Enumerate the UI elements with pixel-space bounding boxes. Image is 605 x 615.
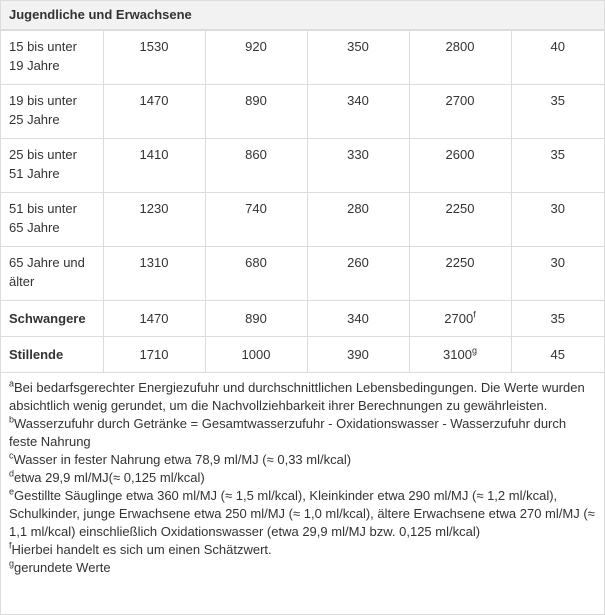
row-label: 65 Jahre und älter: [1, 247, 103, 301]
table-row: [1, 193, 604, 247]
footnotes: [1, 373, 604, 577]
table-cell: 330: [307, 139, 409, 193]
cell-value: 3100: [443, 347, 472, 362]
row-label: 15 bis unter 19 Jahre: [1, 31, 103, 85]
footnote-mark: e: [9, 486, 15, 497]
table-row: [1, 31, 604, 85]
footnote-mark: c: [9, 450, 14, 461]
table-cell: [409, 337, 511, 373]
table-row: [1, 337, 604, 373]
footnote-mark: b: [9, 414, 15, 425]
footnote-mark: f: [9, 540, 12, 551]
footnote: [9, 487, 596, 541]
footnote: [9, 541, 596, 559]
row-label: 19 bis unter 25 Jahre: [1, 85, 103, 139]
footnote-text: Wasserzufuhr durch Getränke = Gesamtwasserzufuhr - Oxidationswasser - Wasserzufuhr durch feste Nahrung: [9, 416, 567, 449]
footnote: [9, 559, 596, 577]
cell-value: 2800: [445, 39, 475, 54]
footnote-mark: f: [473, 309, 476, 320]
footnote-text: Hierbei handelt es sich um einen Schätzwert.: [11, 542, 272, 557]
row-label: 25 bis unter 51 Jahre: [1, 139, 103, 193]
table-row: [1, 247, 604, 301]
table-cell: [409, 85, 511, 139]
table-cell: 35: [511, 85, 604, 139]
table-cell: [409, 139, 511, 193]
table-cell: 1230: [103, 193, 205, 247]
cell-value: 2700: [445, 93, 475, 108]
footnote-mark: g: [471, 345, 477, 356]
table-cell: 30: [511, 193, 604, 247]
footnote-text: etwa 29,9 ml/MJ(≈ 0,125 ml/kcal): [14, 470, 205, 485]
cell-value: 2600: [445, 147, 475, 162]
row-label: 51 bis unter 65 Jahre: [1, 193, 103, 247]
footnote-text: Bei bedarfsgerechter Energiezufuhr und durchschnittlichen Lebensbedingungen. Die Werte wurden absichtlich wenig gerundet, um die Nachvollziehbarkeit ihrer Berechnungen zu gewährleisten.: [9, 380, 585, 413]
footnote: [9, 415, 596, 451]
table-cell: 1410: [103, 139, 205, 193]
table-cell: [409, 247, 511, 301]
table-cell: 280: [307, 193, 409, 247]
table-cell: 920: [205, 31, 307, 85]
footnote-text: gerundete Werte: [14, 560, 111, 575]
table-cell: 350: [307, 31, 409, 85]
table-cell: 1310: [103, 247, 205, 301]
table-cell: 890: [205, 301, 307, 337]
table-cell: 35: [511, 301, 604, 337]
footnote-text: Gestillte Säuglinge etwa 360 ml/MJ (≈ 1,5 ml/kcal), Kleinkinder etwa 290 ml/MJ (≈ 1,2 ml/kcal), Schulkinder, junge Erwachsene etwa 250 ml/MJ (≈ 1,0 ml/kcal), ältere Erwachsene etwa 270 ml/MJ (≈ 1,1 ml/kcal) einschließlich Oxidationswasser (etwa 29,9 ml/MJ bzw. 0,125 ml/kcal): [9, 488, 595, 539]
table-row: [1, 139, 604, 193]
table-cell: 1710: [103, 337, 205, 373]
row-label: Stillende: [1, 337, 103, 373]
table-cell: [409, 193, 511, 247]
table-cell: 860: [205, 139, 307, 193]
table-cell: 1470: [103, 85, 205, 139]
footnote-mark: a: [9, 378, 15, 389]
table-cell: 40: [511, 31, 604, 85]
table-cell: [409, 301, 511, 337]
table-cell: 680: [205, 247, 307, 301]
table-cell: 260: [307, 247, 409, 301]
footnote-mark: d: [9, 468, 15, 479]
table-cell: [409, 31, 511, 85]
table-cell: 1000: [205, 337, 307, 373]
table-cell: 30: [511, 247, 604, 301]
footnote: [9, 379, 596, 415]
table-row: [1, 301, 604, 337]
table-cell: 1530: [103, 31, 205, 85]
table-row: [1, 85, 604, 139]
row-label: Schwangere: [1, 301, 103, 337]
table-cell: 45: [511, 337, 604, 373]
table-cell: 1470: [103, 301, 205, 337]
cell-value: 2700: [444, 311, 474, 326]
table-cell: 390: [307, 337, 409, 373]
footnote-text: Wasser in fester Nahrung etwa 78,9 ml/MJ (≈ 0,33 ml/kcal): [13, 452, 352, 467]
table-cell: 890: [205, 85, 307, 139]
footnote: [9, 469, 596, 487]
table-cell: 340: [307, 85, 409, 139]
section-header: Jugendliche und Erwachsene: [1, 1, 604, 30]
cell-value: 2250: [445, 201, 475, 216]
water-intake-table: [1, 30, 604, 373]
table-cell: 340: [307, 301, 409, 337]
table-cell: 740: [205, 193, 307, 247]
table-cell: 35: [511, 139, 604, 193]
footnote-mark: g: [9, 558, 15, 569]
footnote: [9, 451, 596, 469]
cell-value: 2250: [445, 255, 475, 270]
